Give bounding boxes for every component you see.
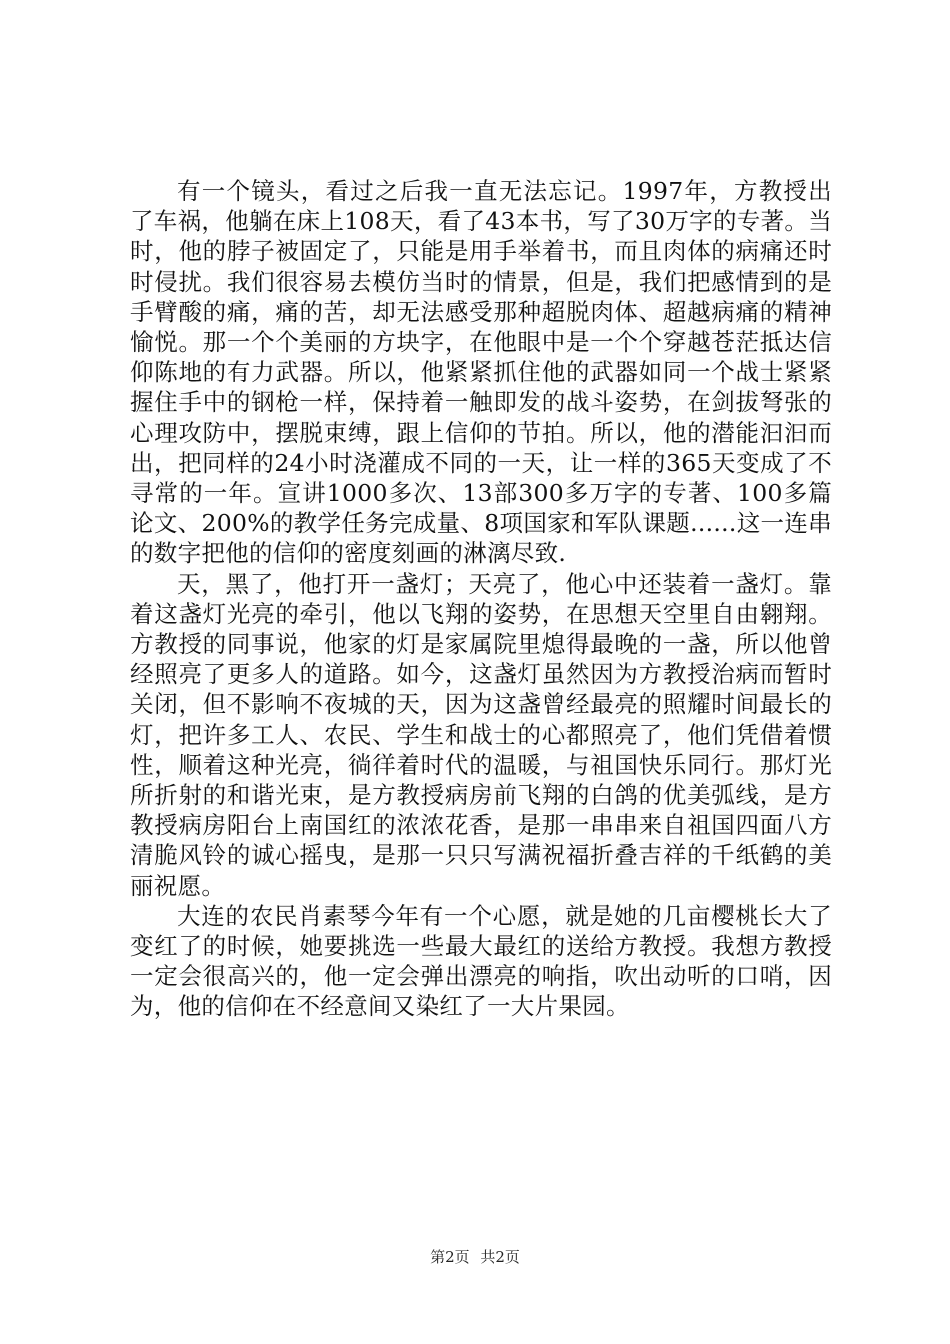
paragraph-3: 大连的农民肖素琴今年有一个心愿，就是她的几亩樱桃长大了变红了的时候，她要挑选一些最大最红的送给方教授。我想方教授一定会很高兴的，他一定会弹出漂亮的响指，吹出动听的口哨，因为，他的信仰在不经意间又染红了一大片果园。 <box>130 901 832 1021</box>
page-number: 第2页 <box>430 1248 470 1266</box>
page-total: 共2页 <box>480 1248 520 1266</box>
paragraph-2: 天，黑了，他打开一盏灯；天亮了，他心中还装着一盏灯。靠着这盏灯光亮的牵引，他以飞翔的姿势，在思想天空里自由翱翔。方教授的同事说，他家的灯是家属院里熄得最晚的一盏，所以他曾经照亮了更多人的道路。如今，这盏灯虽然因为方教授治病而暂时关闭，但不影响不夜城的天，因为这盏曾经最亮的照耀时间最长的灯，把许多工人、农民、学生和战士的心都照亮了，他们凭借着惯性，顺着这种光亮，徜徉着时代的温暖，与祖国快乐同行。那灯光所折射的和谐光束，是方教授病房前飞翔的白鸽的优美弧线，是方教授病房阳台上南国红的浓浓花香，是那一串串来自祖国四面八方清脆风铃的诚心摇曳，是那一只只写满祝福折叠吉祥的千纸鹤的美丽祝愿。 <box>130 569 832 900</box>
page-footer <box>0 1246 950 1267</box>
body-text <box>130 176 832 1022</box>
paragraph-1: 有一个镜头，看过之后我一直无法忘记。1997年，方教授出了车祸，他躺在床上108天，看了43本书，写了30万字的专著。当时，他的脖子被固定了，只能是用手举着书，而且肉体的病痛还时时侵扰。我们很容易去模仿当时的情景，但是，我们把感情到的是手臂酸的痛，痛的苦，却无法感受那种超脱肉体、超越病痛的精神愉悦。那一个个美丽的方块字，在他眼中是一个个穿越苍茫抵达信仰陈地的有力武器。所以，他紧紧抓住他的武器如同一个战士紧紧握住手中的钢枪一样，保持着一触即发的战斗姿势，在剑拔弩张的心理攻防中，摆脱束缚，跟上信仰的节拍。所以，他的潜能汩汩而出，把同样的24小时浇灌成不同的一天，让一样的365天变成了不寻常的一年。宣讲1000多次、13部300多万字的专著、100多篇论文、200%的教学任务完成量、8项国家和军队课题......这一连串的数字把他的信仰的密度刻画的淋漓尽致. <box>130 177 832 568</box>
